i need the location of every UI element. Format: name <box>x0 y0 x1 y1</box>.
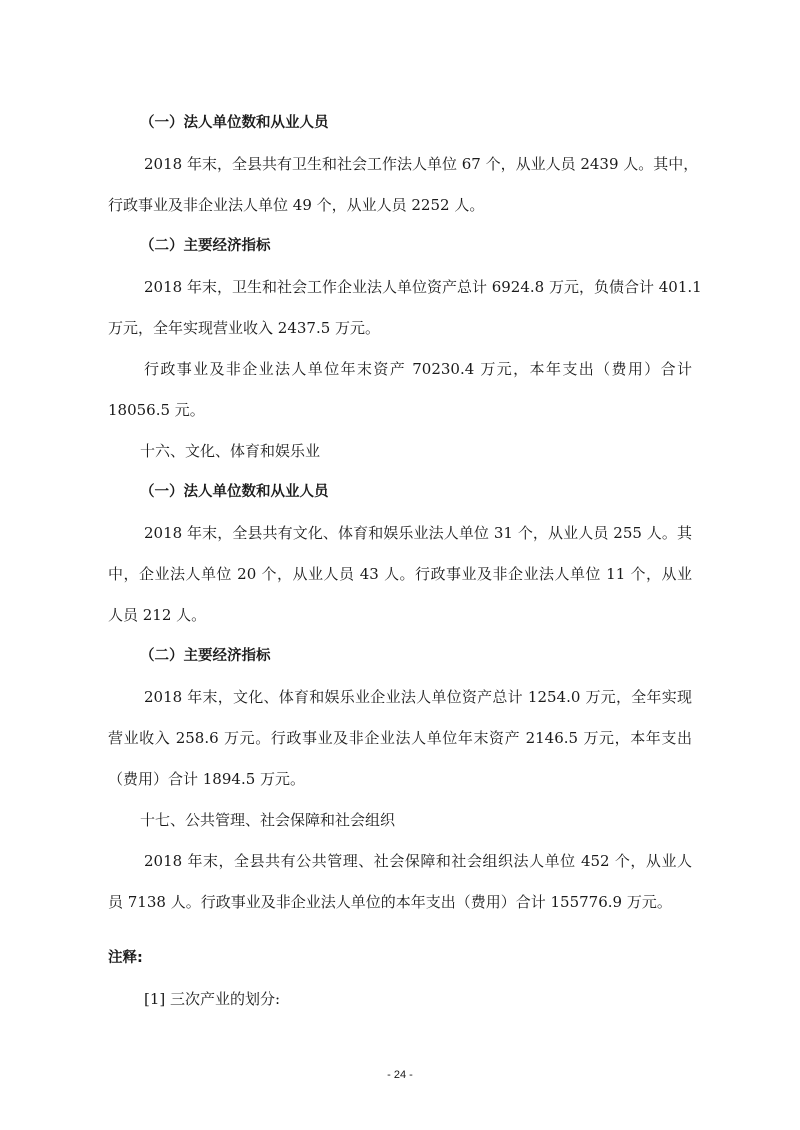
paragraph-line: 2018 年末，全县共有卫生和社会工作法人单位 67 个，从业人员 2439 人。其中， <box>144 155 699 173</box>
page-number: - 24 - <box>387 1069 413 1081</box>
paragraph-line: 员 7138 人。行政事业及非企业法人单位的本年支出（费用）合计 155776.9 万元。 <box>108 893 672 911</box>
paragraph-line: 2018 年末，文化、体育和娱乐业企业法人单位资产总计 1254.0 万元，全年实现 <box>144 688 692 706</box>
section-heading-economic-indicators: （二）主要经济指标 <box>140 238 271 254</box>
paragraph-line: 中，企业法人单位 20 个，从业人员 43 人。行政事业及非企业法人单位 11 个，从业 <box>108 565 692 583</box>
section-heading-legal-units: （一）法人单位数和从业人员 <box>140 115 329 131</box>
note-item: [1] 三次产业的划分: <box>144 990 281 1008</box>
paragraph-line: 行政事业及非企业法人单位年末资产 70230.4 万元，本年支出（费用）合计 <box>144 360 692 378</box>
paragraph-line: 营业收入 258.6 万元。行政事业及非企业法人单位年末资产 2146.5 万元，本年支出 <box>108 729 692 747</box>
notes-title: 注释: <box>108 950 143 966</box>
section-heading-economic-indicators: （二）主要经济指标 <box>140 648 271 664</box>
paragraph-line: 人员 212 人。 <box>108 606 207 624</box>
section-heading-legal-units: （一）法人单位数和从业人员 <box>140 484 329 500</box>
paragraph-line: 18056.5 元。 <box>108 401 205 419</box>
chapter-title-culture-sports: 十六、文化、体育和娱乐业 <box>140 442 321 460</box>
chapter-title-public-management: 十七、公共管理、社会保障和社会组织 <box>140 811 396 829</box>
paragraph-line: 万元，全年实现营业收入 2437.5 万元。 <box>108 319 381 337</box>
paragraph-line: 行政事业及非企业法人单位 49 个，从业人员 2252 人。 <box>108 196 485 214</box>
paragraph-line: 2018 年末，全县共有公共管理、社会保障和社会组织法人单位 452 个，从业人 <box>144 852 692 870</box>
paragraph-line: （费用）合计 1894.5 万元。 <box>108 770 306 788</box>
paragraph-line: 2018 年末，卫生和社会工作企业法人单位资产总计 6924.8 万元，负债合计 401.1 <box>144 278 702 296</box>
paragraph-line: 2018 年末，全县共有文化、体育和娱乐业法人单位 31 个，从业人员 255 人。其 <box>144 524 692 542</box>
